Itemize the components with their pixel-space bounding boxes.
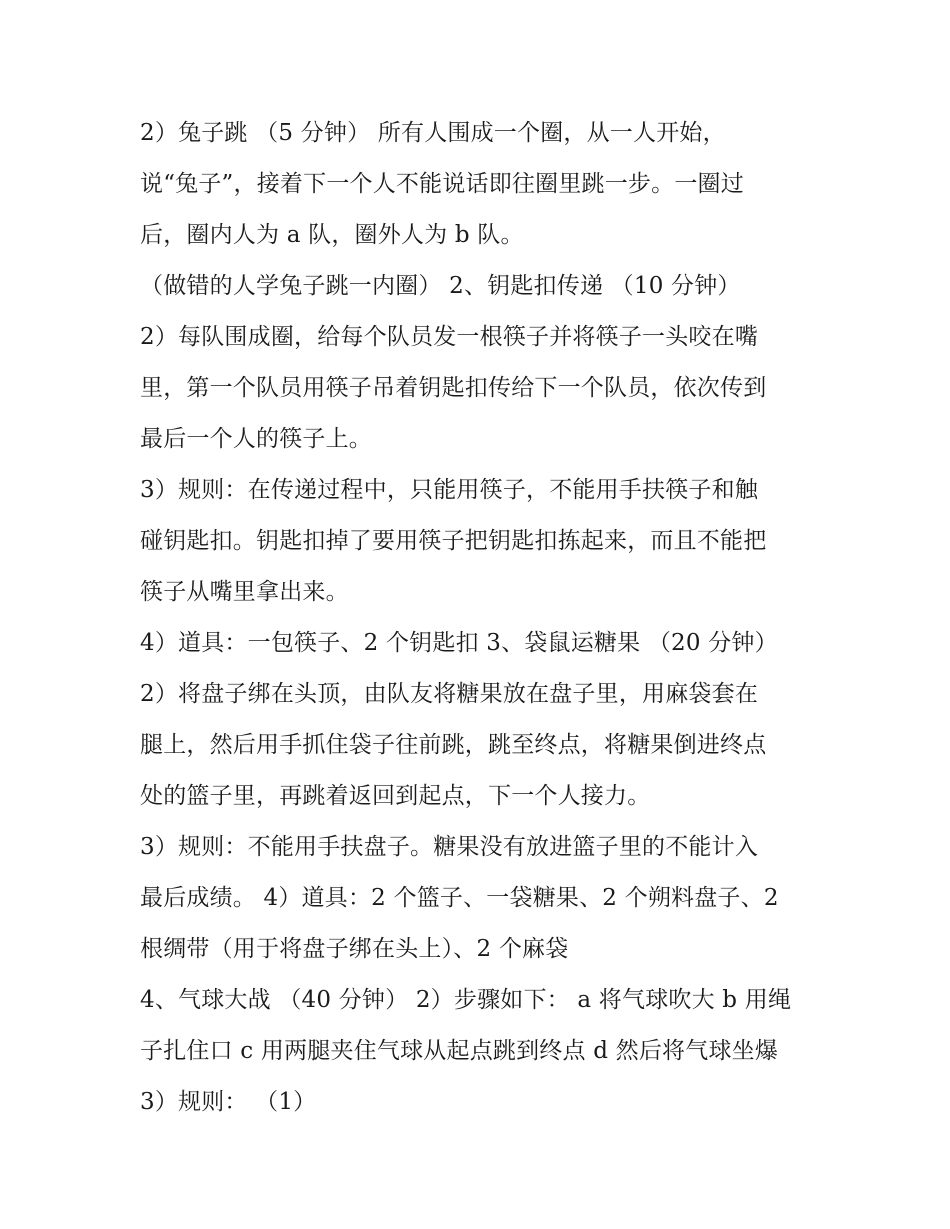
text-line: 里，第一个队员用筷子吊着钥匙扣传给下一个队员，依次传到 <box>140 375 767 401</box>
document-body <box>140 108 830 1128</box>
text-line: 4）道具：一包筷子、2 个钥匙扣 3、袋鼠运糖果 （20 分钟） <box>140 630 778 656</box>
text-line: 处的篮子里，再跳着返回到起点，下一个人接力。 <box>140 783 651 809</box>
text-line: 子扎住口 c 用两腿夹住气球从起点跳到终点 d 然后将气球坐爆 <box>140 1038 779 1064</box>
text-line: 4、气球大战 （40 分钟） 2）步骤如下： a 将气球吹大 b 用绳 <box>140 987 792 1013</box>
text-line: 3）规则：在传递过程中，只能用筷子，不能用手扶筷子和触 <box>140 477 759 503</box>
text-line: 根绸带（用于将盘子绑在头上）、2 个麻袋 <box>140 936 569 962</box>
text-line: 后，圈内人为 a 队，圈外人为 b 队。 <box>140 222 524 248</box>
text-line: 最后一个人的筷子上。 <box>140 426 372 452</box>
text-line: 2）将盘子绑在头顶，由队友将糖果放在盘子里，用麻袋套在 <box>140 681 759 707</box>
text-line: 2）兔子跳 （5 分钟） 所有人围成一个圈，从一人开始， <box>140 120 726 146</box>
text-line: 腿上，然后用手抓住袋子往前跳，跳至终点，将糖果倒进终点 <box>140 732 767 758</box>
text-line: 说“兔子”，接着下一个人不能说话即往圈里跳一步。一圈过 <box>140 171 744 197</box>
text-line: 2）每队围成圈，给每个队员发一根筷子并将筷子一头咬在嘴 <box>140 324 759 350</box>
text-line: 最后成绩。 4）道具：2 个篮子、一袋糖果、2 个朔料盘子、2 <box>140 885 779 911</box>
text-line: 筷子从嘴里拿出来。 <box>140 579 349 605</box>
text-line: 碰钥匙扣。钥匙扣掉了要用筷子把钥匙扣拣起来，而且不能把 <box>140 528 767 554</box>
text-line: （做错的人学兔子跳一内圈） 2、钥匙扣传递 （10 分钟） <box>140 273 741 299</box>
text-line: 3）规则： （1） <box>140 1089 317 1115</box>
text-line: 3）规则：不能用手扶盘子。糖果没有放进篮子里的不能计入 <box>140 834 759 860</box>
